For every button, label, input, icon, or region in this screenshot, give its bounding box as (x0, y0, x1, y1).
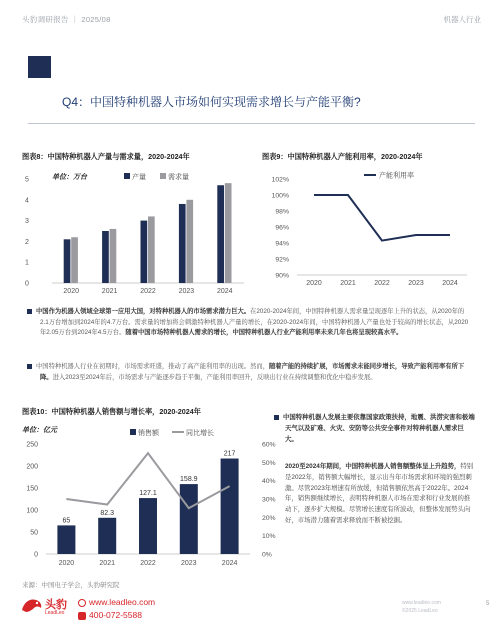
x-tick-label: 2024 (442, 280, 458, 287)
y-right-tick-label: 20% (262, 514, 276, 522)
legend-swatch (124, 173, 130, 179)
y-tick-label: 92% (275, 256, 289, 264)
paragraph-2 (36, 362, 470, 383)
bar-production (141, 221, 148, 283)
bar-demand (225, 183, 232, 283)
footer-copyright: ©2025 LeadLeo (402, 608, 438, 614)
legend-label: 产量 (132, 174, 146, 181)
unit-label: 单位：亿元 (22, 427, 57, 434)
page-number: 5 (486, 601, 490, 607)
utilization-line (314, 195, 450, 241)
sales-bar (221, 459, 239, 554)
legend-label: 需求量 (168, 174, 189, 181)
production-demand-chart (22, 165, 250, 300)
x-tick-label: 2020 (58, 560, 75, 567)
y-tick-label: 90% (275, 272, 289, 280)
sales-data-label: 158.9 (180, 476, 198, 484)
source-note: 来源：中国电子学会，头豹研究院 (22, 582, 120, 589)
right-text: 特别是2022年，销售额大幅增长，显示出当年市场需求和环境的强烈刺激。尽管2023年增速有所放缓，但销售额依然高于2022年。2024年，销售额继续增长，表明特种机器人市场在需求和行业发展的推动下，逐步扩大规模。尽管增长速度有所波动，但整体发展势头向好，市场潜力随着需求释放而不断被挖掘。 (285, 463, 474, 524)
x-tick-label: 2020 (63, 288, 79, 295)
phone-icon (78, 612, 86, 620)
y-left-tick-label: 100 (26, 507, 38, 515)
bar-production (179, 204, 186, 283)
p2-bold: 随着产能的持续扩展，市场需求未能同步增长，导致产能利用率有所下降。 (40, 363, 465, 381)
y-right-tick-label: 40% (262, 478, 276, 486)
sales-bar (180, 484, 198, 554)
bar-demand (186, 200, 193, 283)
x-tick-label: 2021 (340, 280, 356, 287)
y-right-tick-label: 60% (262, 441, 276, 449)
legend-swatch (160, 173, 166, 179)
y-tick-label: 100% (271, 192, 289, 200)
page-title: Q4：中国特种机器人市场如何实现需求增长与产能平衡? (62, 95, 361, 109)
p1-text: 在2020-2024年间，中国特种机器人需求量呈现逐年上升的状态，从2020年的2.1万台增加到2024年的4.7万台。需求量的增加将会刺激特种机器人产量的增长，在2020-2024年间，中国特种机器人产量也处于较高的增长状态，从2020年2.05万台到2024年4.5万台。 (40, 308, 469, 337)
p1-bold2: 随着中国市场特种机器人需求的增长，中国特种机器人行业产能利用率未来几年也将呈现较高水平。 (125, 329, 403, 337)
x-tick-label: 2022 (140, 560, 156, 567)
sales-bar (139, 498, 157, 554)
utilization-chart (262, 165, 477, 300)
logo-subtext: LeadLeo (45, 610, 65, 616)
website-line[interactable] (78, 597, 155, 607)
sales-data-label: 217 (223, 450, 236, 458)
report-header-label: 头豹调研报告 ｜ 2025/08 (22, 15, 111, 24)
sales-data-label: 65 (62, 517, 71, 525)
x-tick-label: 2021 (99, 560, 115, 567)
y-tick-label: 0 (25, 280, 29, 288)
y-tick-label: 4 (25, 197, 29, 205)
sales-bar (57, 525, 75, 554)
x-tick-label: 2023 (181, 560, 197, 567)
bullet-marker (274, 415, 279, 420)
right-bold: 2020至2024年期间，中国特种机器人销售额整体呈上升趋势， (285, 463, 461, 470)
title-divider (28, 123, 475, 124)
bullet-marker (27, 364, 32, 369)
legend-label: 产能利用率 (379, 172, 414, 180)
bar-demand (71, 237, 78, 283)
x-tick-label: 2024 (221, 560, 238, 567)
footer-site: www.leadleo.com (402, 600, 441, 606)
fig9-title: 图表9：中国特种机器人产能利用率，2020-2024年 (262, 152, 423, 161)
phone-number: 400-072-5588 (89, 610, 142, 620)
y-tick-label: 1 (25, 259, 29, 267)
legend-label: 同比增长 (186, 430, 214, 437)
right-paragraph (285, 462, 475, 527)
y-tick-label: 94% (275, 240, 289, 248)
bar-demand (148, 216, 155, 283)
globe-icon (78, 599, 86, 607)
right-bullet (285, 413, 475, 445)
bar-production (102, 231, 109, 283)
y-right-tick-label: 10% (262, 533, 276, 541)
bar-production (217, 185, 224, 283)
bar-production (64, 239, 71, 283)
y-right-tick-label: 30% (262, 496, 276, 504)
y-tick-label: 2 (25, 238, 29, 246)
y-left-tick-label: 50 (30, 529, 38, 537)
y-left-tick-label: 150 (26, 485, 38, 493)
y-tick-label: 102% (271, 176, 289, 184)
x-tick-label: 2022 (140, 288, 156, 295)
y-left-tick-label: 250 (26, 441, 38, 449)
website-link[interactable]: www.leadleo.com (89, 597, 156, 607)
phone-line (78, 610, 142, 620)
y-tick-label: 3 (25, 218, 29, 226)
bar-demand (110, 229, 117, 283)
y-tick-label: 96% (275, 224, 289, 232)
logo-text: 头豹 (45, 599, 67, 611)
y-right-tick-label: 50% (262, 459, 276, 467)
sales-growth-chart (22, 420, 280, 572)
y-tick-label: 98% (275, 208, 289, 216)
leopard-logo-icon (20, 596, 44, 616)
decorative-block (28, 56, 51, 78)
fig10-title: 图表10：中国特种机器人销售额与增长率，2020-2024年 (22, 407, 201, 416)
y-tick-label: 5 (25, 176, 29, 184)
unit-label: 单位：万台 (52, 174, 87, 181)
paragraph-1 (36, 307, 470, 339)
y-left-tick-label: 200 (26, 463, 38, 471)
x-tick-label: 2024 (217, 288, 233, 295)
sales-bar (98, 518, 116, 554)
sales-data-label: 82.3 (100, 509, 115, 517)
x-tick-label: 2022 (374, 280, 390, 287)
x-tick-label: 2020 (306, 280, 322, 287)
sales-data-label: 127.1 (139, 490, 157, 498)
x-tick-label: 2023 (178, 288, 195, 295)
x-tick-label: 2023 (408, 280, 424, 287)
x-tick-label: 2021 (101, 288, 118, 295)
y-left-tick-label: 0 (34, 551, 38, 559)
y-right-tick-label: 0% (262, 551, 272, 559)
p2-text2: 进入2023至2024年后，市场需求与产能逐步趋于平衡，产能利用率回升，反映出行业在持续调整和优化中稳步发展。 (52, 373, 377, 381)
p2-text: 中国特种机器人行业在初期时，市场需求旺盛，推动了高产能利用率的出现。然而， (36, 363, 269, 370)
legend-label: 销售额 (138, 430, 159, 437)
bullet-marker (27, 309, 32, 314)
p1-bold: 中国作为机器人领域全球第一应用大国，对特种机器人的市场需求潜力巨大。 (36, 308, 251, 315)
right-bullet-text: 中国特种机器人发展主要依靠国家政策扶持，地震、洪涝灾害和极端天气以及矿难、火灾、安防等公共安全事件对特种机器人需求巨大。 (283, 414, 475, 443)
industry-label: 机器人行业 (443, 15, 481, 24)
fig8-title: 图表8：中国特种机器人产量与需求量，2020-2024年 (22, 152, 190, 161)
legend-swatch (130, 429, 136, 435)
